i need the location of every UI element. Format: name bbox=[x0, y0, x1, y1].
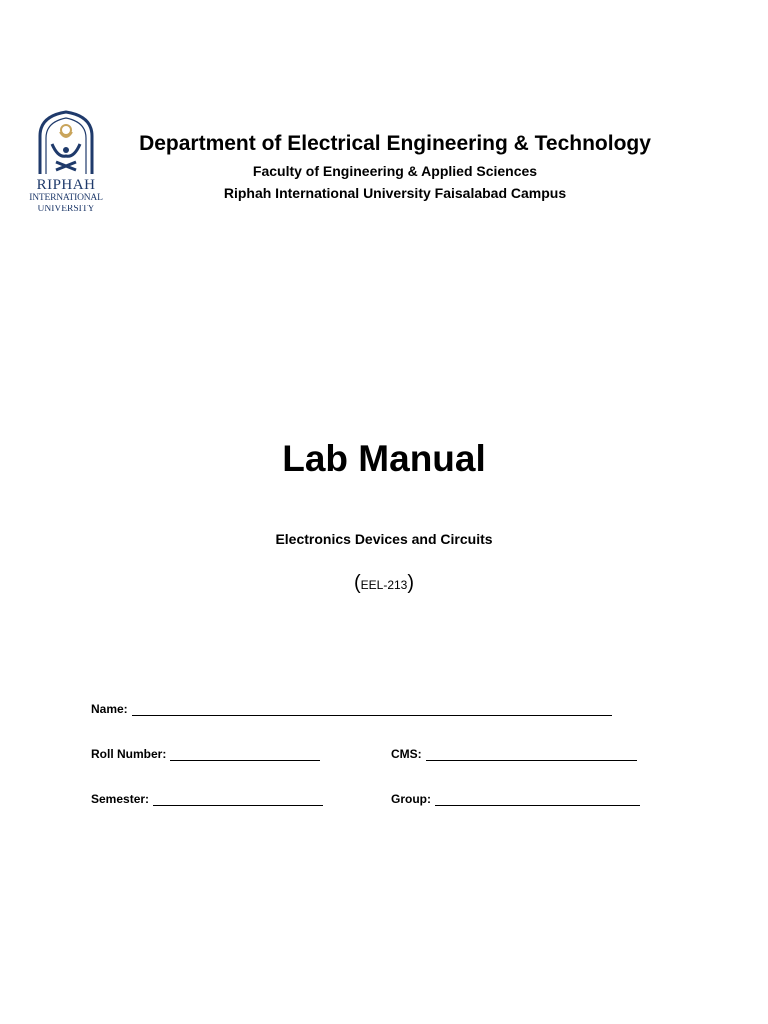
semester-blank-line[interactable] bbox=[153, 793, 323, 806]
group-label: Group: bbox=[391, 792, 431, 806]
cms-field[interactable] bbox=[391, 747, 637, 761]
cms-blank-line[interactable] bbox=[426, 748, 637, 761]
group-field[interactable] bbox=[391, 792, 640, 806]
close-paren: ) bbox=[407, 572, 415, 594]
course-code bbox=[0, 572, 768, 595]
document-title: Lab Manual bbox=[282, 438, 486, 479]
document-header bbox=[110, 128, 680, 204]
university-logo bbox=[26, 110, 106, 220]
logo-text-university: UNIVERSITY bbox=[37, 204, 95, 213]
cms-label: CMS: bbox=[391, 747, 422, 761]
name-blank-line[interactable] bbox=[132, 703, 612, 716]
roll-number-blank-line[interactable] bbox=[170, 748, 320, 761]
semester-field[interactable] bbox=[91, 792, 323, 806]
name-field[interactable] bbox=[91, 702, 612, 716]
campus-name: Riphah International University Faisalabad Campus bbox=[223, 185, 567, 201]
department-name: Department of Electrical Engineering & Technology bbox=[139, 132, 651, 155]
open-paren: ( bbox=[353, 572, 361, 594]
university-crest-icon bbox=[26, 110, 106, 176]
faculty-name: Faculty of Engineering & Applied Sciences bbox=[252, 163, 538, 179]
name-label: Name: bbox=[91, 702, 128, 716]
course-subject: Electronics Devices and Circuits bbox=[275, 531, 493, 547]
group-blank-line[interactable] bbox=[435, 793, 640, 806]
roll-number-field[interactable] bbox=[91, 747, 320, 761]
roll-number-label: Roll Number: bbox=[91, 747, 167, 761]
course-code-text: EEL-213 bbox=[360, 578, 408, 592]
logo-text-international: INTERNATIONAL bbox=[29, 193, 103, 203]
semester-label: Semester: bbox=[91, 792, 150, 806]
logo-text-riphah: RIPHAH bbox=[36, 177, 96, 193]
